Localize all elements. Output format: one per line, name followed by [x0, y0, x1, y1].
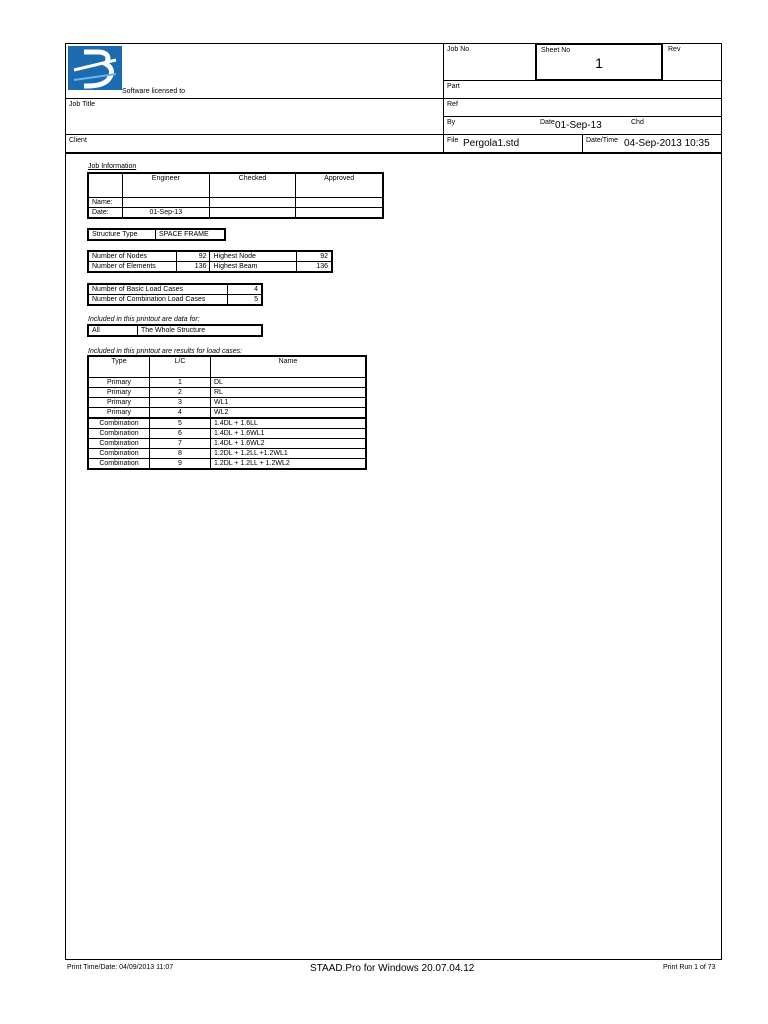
included-data-table: [88, 325, 262, 336]
basic-load-label: Number of Basic Load Cases: [89, 285, 228, 295]
by-label: By: [447, 119, 456, 126]
result-type: Primary: [89, 378, 150, 388]
table-row: [89, 429, 366, 439]
result-type: Combination: [89, 418, 150, 429]
row-name-label: Name:: [89, 198, 123, 208]
result-name: RL: [211, 388, 366, 398]
date-value: 01-Sep-13: [555, 120, 602, 131]
result-type: Combination: [89, 449, 150, 459]
combo-load-value: 5: [228, 295, 262, 305]
col-checked: Checked: [209, 174, 296, 198]
highest-node-value: 92: [296, 252, 331, 262]
table-row: [89, 459, 366, 469]
rev-label: Rev: [668, 46, 681, 53]
included-data-title: Included in this printout are data for:: [88, 316, 200, 323]
counts-table: [88, 251, 332, 272]
basic-load-value: 4: [228, 285, 262, 295]
result-lc: 3: [150, 398, 211, 408]
nodes-value: 92: [177, 252, 210, 262]
table-row: [89, 449, 366, 459]
row-date-label: Date:: [89, 208, 123, 218]
result-lc: 9: [150, 459, 211, 469]
result-type: Primary: [89, 408, 150, 419]
print-time: Print Time/Date: 04/09/2013 11:07: [67, 964, 174, 971]
highest-node-label: Highest Node: [210, 252, 296, 262]
result-lc: 5: [150, 418, 211, 429]
software-licensed-label: Software licensed to: [122, 88, 186, 95]
result-name: WL2: [211, 408, 366, 419]
datetime-label: Date/Time: [586, 137, 619, 144]
included-data-whole: The Whole Structure: [138, 326, 262, 336]
datetime-value: 04-Sep-2013 10:35: [624, 138, 710, 149]
result-name: 1.2DL + 1.2LL + 1.2WL2: [211, 459, 366, 469]
result-lc: 6: [150, 429, 211, 439]
elements-label: Number of Elements: [89, 262, 177, 272]
result-name: 1.4DL + 1.6WL1: [211, 429, 366, 439]
col-engineer: Engineer: [122, 174, 209, 198]
result-type: Primary: [89, 388, 150, 398]
software-version: STAAD.Pro for Windows 20.07.04.12: [310, 963, 475, 974]
bentley-logo-icon: [68, 46, 122, 90]
structure-type-value: SPACE FRAME: [156, 230, 225, 240]
result-type: Combination: [89, 429, 150, 439]
col-approved: Approved: [296, 174, 383, 198]
table-row: [89, 378, 366, 388]
included-data-all: All: [89, 326, 138, 336]
structure-type-table: [88, 229, 225, 240]
table-row: [89, 398, 366, 408]
header-bottom-line: [65, 152, 722, 154]
sheet-no-value: 1: [595, 55, 603, 71]
job-no-label: Job No: [447, 46, 470, 53]
result-type: Combination: [89, 459, 150, 469]
client-label: Client: [69, 137, 87, 144]
elements-value: 136: [177, 262, 210, 272]
result-name: WL1: [211, 398, 366, 408]
results-table: [88, 356, 366, 469]
result-name: 1.2DL + 1.2LL +1.2WL1: [211, 449, 366, 459]
table-row: [89, 388, 366, 398]
structure-type-label: Structure Type: [89, 230, 156, 240]
results-title: Included in this printout are results for load cases:: [88, 348, 243, 355]
result-lc: 8: [150, 449, 211, 459]
job-info-table: [88, 173, 383, 218]
sheet-no-box: [535, 43, 663, 81]
table-row: [89, 439, 366, 449]
result-lc: 7: [150, 439, 211, 449]
col-type: Type: [89, 357, 150, 378]
combo-load-label: Number of Combination Load Cases: [89, 295, 228, 305]
job-title-label: Job Title: [69, 101, 96, 108]
job-info-title: Job Information: [88, 163, 137, 170]
result-lc: 2: [150, 388, 211, 398]
table-row: [89, 408, 366, 419]
sheet-no-label: Sheet No: [541, 47, 571, 54]
print-run: Print Run 1 of 73: [663, 964, 716, 971]
engineer-date: 01-Sep-13: [122, 208, 209, 218]
nodes-label: Number of Nodes: [89, 252, 177, 262]
part-label: Part: [447, 83, 460, 90]
ref-label: Ref: [447, 101, 458, 108]
chd-label: Chd: [631, 119, 644, 126]
result-type: Combination: [89, 439, 150, 449]
col-name: Name: [211, 357, 366, 378]
header-line-by: [443, 116, 722, 117]
date-label: Date: [540, 119, 555, 126]
result-type: Primary: [89, 398, 150, 408]
col-lc: L/C: [150, 357, 211, 378]
result-name: 1.4DL + 1.6LL: [211, 418, 366, 429]
highest-beam-label: Highest Beam: [210, 262, 296, 272]
file-value: Pergola1.std: [463, 138, 520, 149]
load-counts-table: [88, 284, 262, 305]
result-name: 1.4DL + 1.6WL2: [211, 439, 366, 449]
result-lc: 1: [150, 378, 211, 388]
file-label: File: [447, 137, 459, 144]
highest-beam-value: 136: [296, 262, 331, 272]
header-line-jobtitle: [65, 98, 722, 99]
result-name: DL: [211, 378, 366, 388]
header-line-client: [65, 134, 722, 135]
result-lc: 4: [150, 408, 211, 419]
table-row: [89, 418, 366, 429]
header-divider-datetime: [582, 135, 583, 153]
